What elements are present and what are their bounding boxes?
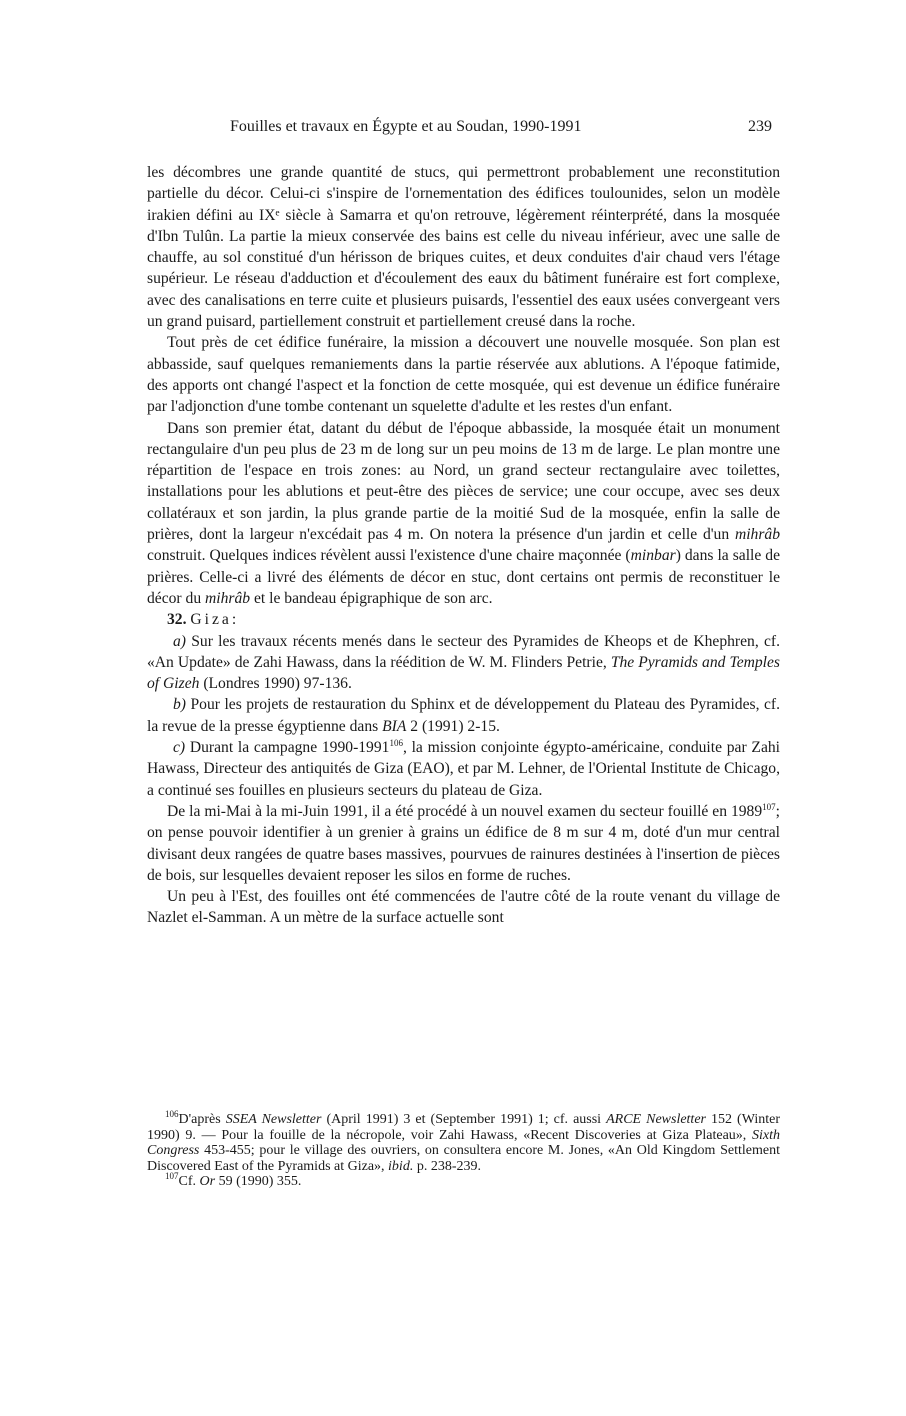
text-run: et le bandeau épigraphique de son arc. [250, 589, 493, 607]
text-run: Durant la campagne 1990-1991 [185, 739, 390, 757]
text-run: D'après [178, 1112, 226, 1127]
paragraph [147, 737, 780, 801]
footnote [147, 1171, 780, 1190]
running-header [147, 118, 780, 144]
paragraph [147, 801, 780, 886]
footnote-number: 106 [165, 1109, 179, 1119]
text-run: Cf. [178, 1174, 200, 1190]
text-run: Pour les projets de restauration du Sphinx et de développement du Plateau des Pyramides, cf. la revue de la presse égyptienne dans [147, 696, 780, 735]
text-run: , la mission conjointe égypto-américaine, conduite par Zahi Hawass, Directeur des antiquités de Giza (EAO), et par M. Lehner, de l'Oriental Institute de Chicago, a continué ses fouilles en plusieurs secteurs du plateau de Giza. [147, 739, 780, 799]
text-run: Sur les travaux récents menés dans le secteur des Pyramides de Kheops et de Khephren, cf. «An Update» de Zahi Hawass, dans la réédition de W. M. Flinders Petrie, [147, 632, 780, 671]
main-text [147, 162, 780, 929]
text-run: construit. Quelques indices révèlent aussi l'existence d'une chaire maçonnée ( [147, 547, 631, 565]
item-label: b) [173, 696, 186, 714]
paragraph: les décombres une grande quantité de stucs, qui permettront probablement une reconstitution partielle du décor. Celui-ci s'inspire de l'ornementation des édifices toulounides, selon un modèle irakien défini au IXᵉ siècle à Samarra et qu'on retrouve, légèrement réinterprété, dans la mosquée d'Ibn Tulûn. La partie la mieux conservée des bains est celle du niveau inférieur, avec une salle de chauffe, au sol constitué d'un hérisson de briques cuites, et deux conduites d'air chaud vers l'étage supérieur. Le réseau d'adduction et d'écoulement des eaux du bâtiment funéraire est fort complexe, avec des canalisations en terre cuite et plusieurs puisards, l'essentiel des eaux usées convergeant vers un grand puisard, partiellement construit et partiellement creusé dans la roche. [147, 164, 780, 331]
text-run: ) dans la salle de prières. Celle-ci a livré des éléments de décor en stuc, dont certains ont permis de reconstituer le décor du [147, 547, 780, 607]
journal-title: Sixth Congress [147, 1127, 780, 1159]
text-run: (Londres 1990) 97-136. [199, 675, 352, 693]
page-number: 239 [748, 118, 772, 135]
running-title: Fouilles et travaux en Égypte et au Soudan, 1990-1991 [230, 118, 582, 135]
italic-term: mihrâb [205, 589, 251, 607]
paragraph: Un peu à l'Est, des fouilles ont été commencées de l'autre côté de la route venant du village de Nazlet el-Samman. A un mètre de la surface actuelle sont [147, 888, 780, 927]
text-run: 59 (1990) 355. [215, 1174, 302, 1190]
text-run: De la mi-Mai à la mi-Juin 1991, il a été procédé à un nouvel examen du secteur fouillé en 1989 [167, 802, 763, 820]
footnotes [147, 1109, 781, 1190]
italic-term: minbar [630, 547, 676, 565]
footnote [147, 1109, 781, 1174]
italic-term: mihrâb [734, 526, 780, 544]
journal-title: SSEA Newsletter [225, 1112, 322, 1127]
item-label: a) [173, 632, 186, 650]
book-title: The Pyramids and Temples of Gizeh [147, 653, 780, 693]
journal-title: BIA [382, 717, 407, 735]
footnote-number: 107 [165, 1171, 179, 1182]
text-run: p. 238-239. [413, 1158, 481, 1174]
text-run: 152 (Winter 1990) 9. — Pour la fouille de la nécropole, voir Zahi Hawass, «Recent Discoveries at Giza Plateau», [147, 1112, 781, 1143]
paragraph [147, 418, 780, 610]
section-title: Giza: [190, 611, 240, 629]
text-run: (April 1991) 3 et (September 1991) 1; cf. aussi [321, 1112, 607, 1127]
text-run: 2 (1991) 2-15. [406, 717, 500, 735]
text-run: ; on pense pouvoir identifier à un grenier à grains un édifice de 8 m sur 4 m, doté d'un mur central divisant deux rangées de quatre bases massives, pourvues de rainures destinées à l'insertion de pièces de bois, sur lesquelles devaient reposer les silos en forme de ruches. [147, 802, 780, 884]
journal-title: Or [199, 1174, 216, 1190]
paragraph [147, 694, 780, 737]
paragraph [147, 631, 780, 695]
paragraph: Tout près de cet édifice funéraire, la mission a découvert une nouvelle mosquée. Son plan est abbasside, sauf quelques remaniements dans la partie réservée aux ablutions. A l'époque fatimide, des apports ont changé l'aspect et la fonction de cette mosquée, qui est devenue un édifice funéraire par l'adjonction d'une tombe contenant un squelette d'adulte et les restes d'un enfant. [147, 334, 780, 416]
ibid: ibid. [388, 1158, 414, 1174]
text-run: Dans son premier état, datant du début de l'époque abbasside, la mosquée était un monument rectangulaire d'un peu plus de 23 m de long sur un peu moins de 13 m de large. Le plan montre une répartition de l'espace en trois zones: au Nord, un grand secteur rectangulaire avec toilettes, installations pour les ablutions et peut-être des pièces de service; une cour occupe, avec ses deux collatéraux et son jardin, la plus grande partie de la moitié Sud de la mosquée, enfin la salle de prières, dont la largeur n'excédait pas 4 m. On notera la présence d'un jardin et celle d'un [147, 419, 780, 544]
item-label: c) [173, 739, 186, 757]
page [147, 118, 780, 929]
section-heading [147, 609, 780, 630]
journal-title: ARCE Newsletter [606, 1112, 706, 1127]
footnote-ref[interactable]: 107 [762, 801, 776, 812]
section-number: 32. [167, 611, 187, 629]
text-run: 453-455; pour le village des ouvriers, on consultera encore M. Jones, «An Old Kingdom Settlement Discovered East of the Pyramids at Giza», [147, 1143, 780, 1174]
footnote-ref[interactable]: 106 [389, 738, 403, 749]
